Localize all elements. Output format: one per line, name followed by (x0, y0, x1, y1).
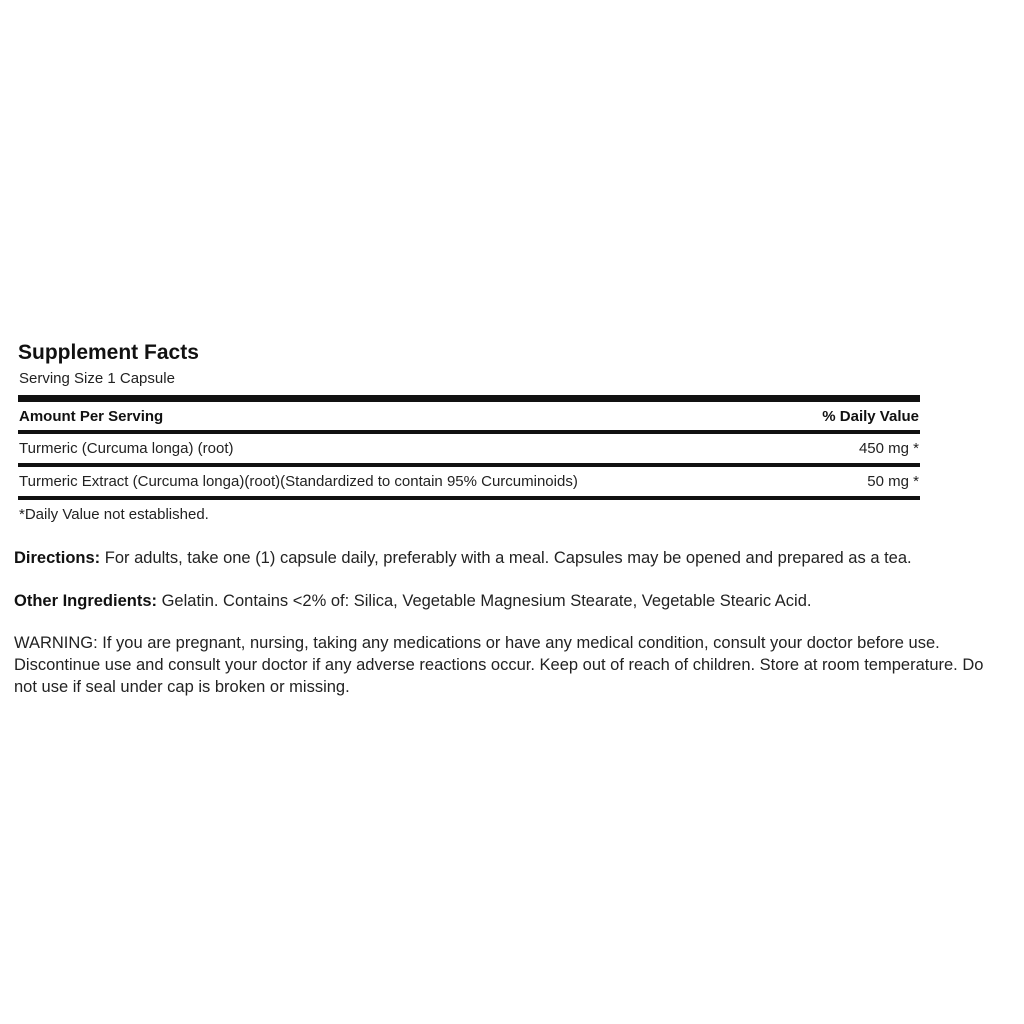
ingredient-amount: 50 mg * (867, 473, 919, 490)
other-ingredients-label: Other Ingredients: (14, 592, 158, 610)
daily-value-footnote: *Daily Value not established. (19, 506, 209, 523)
directions-text: For adults, take one (1) capsule daily, preferably with a meal. Capsules may be opened and prepared as a tea. (100, 549, 912, 567)
ingredient-amount: 450 mg * (858, 440, 919, 457)
facts-header-row (18, 402, 920, 430)
ingredient-row (18, 467, 920, 496)
other-ingredients-text: Gelatin. Contains <2% of: Silica, Vegetable Magnesium Stearate, Vegetable Stearic Acid. (157, 592, 812, 610)
amount-per-serving-label: Amount Per Serving (19, 407, 164, 425)
other-ingredients-paragraph (14, 590, 1009, 612)
serving-size: Serving Size 1 Capsule (19, 370, 175, 387)
ingredient-name: Turmeric (Curcuma longa) (root) (19, 440, 234, 457)
supplement-facts-panel (18, 339, 920, 526)
directions-paragraph (14, 547, 1009, 569)
ingredient-row (18, 434, 920, 463)
thick-divider (18, 395, 920, 402)
directions-label: Directions: (14, 549, 101, 567)
warning-paragraph: WARNING: If you are pregnant, nursing, taking any medications or have any medical condition, consult your doctor before use. Discontinue use and consult your doctor if any adverse reactions occur. Keep out of reach of children. Store at room temperature. Do not use if seal under cap is broken or missing. (14, 634, 984, 696)
daily-value-label: % Daily Value (822, 407, 919, 425)
bottom-divider (18, 496, 920, 500)
supplement-facts-title: Supplement Facts (18, 341, 199, 364)
ingredient-name: Turmeric Extract (Curcuma longa)(root)(Standardized to contain 95% Curcuminoids) (19, 473, 578, 490)
